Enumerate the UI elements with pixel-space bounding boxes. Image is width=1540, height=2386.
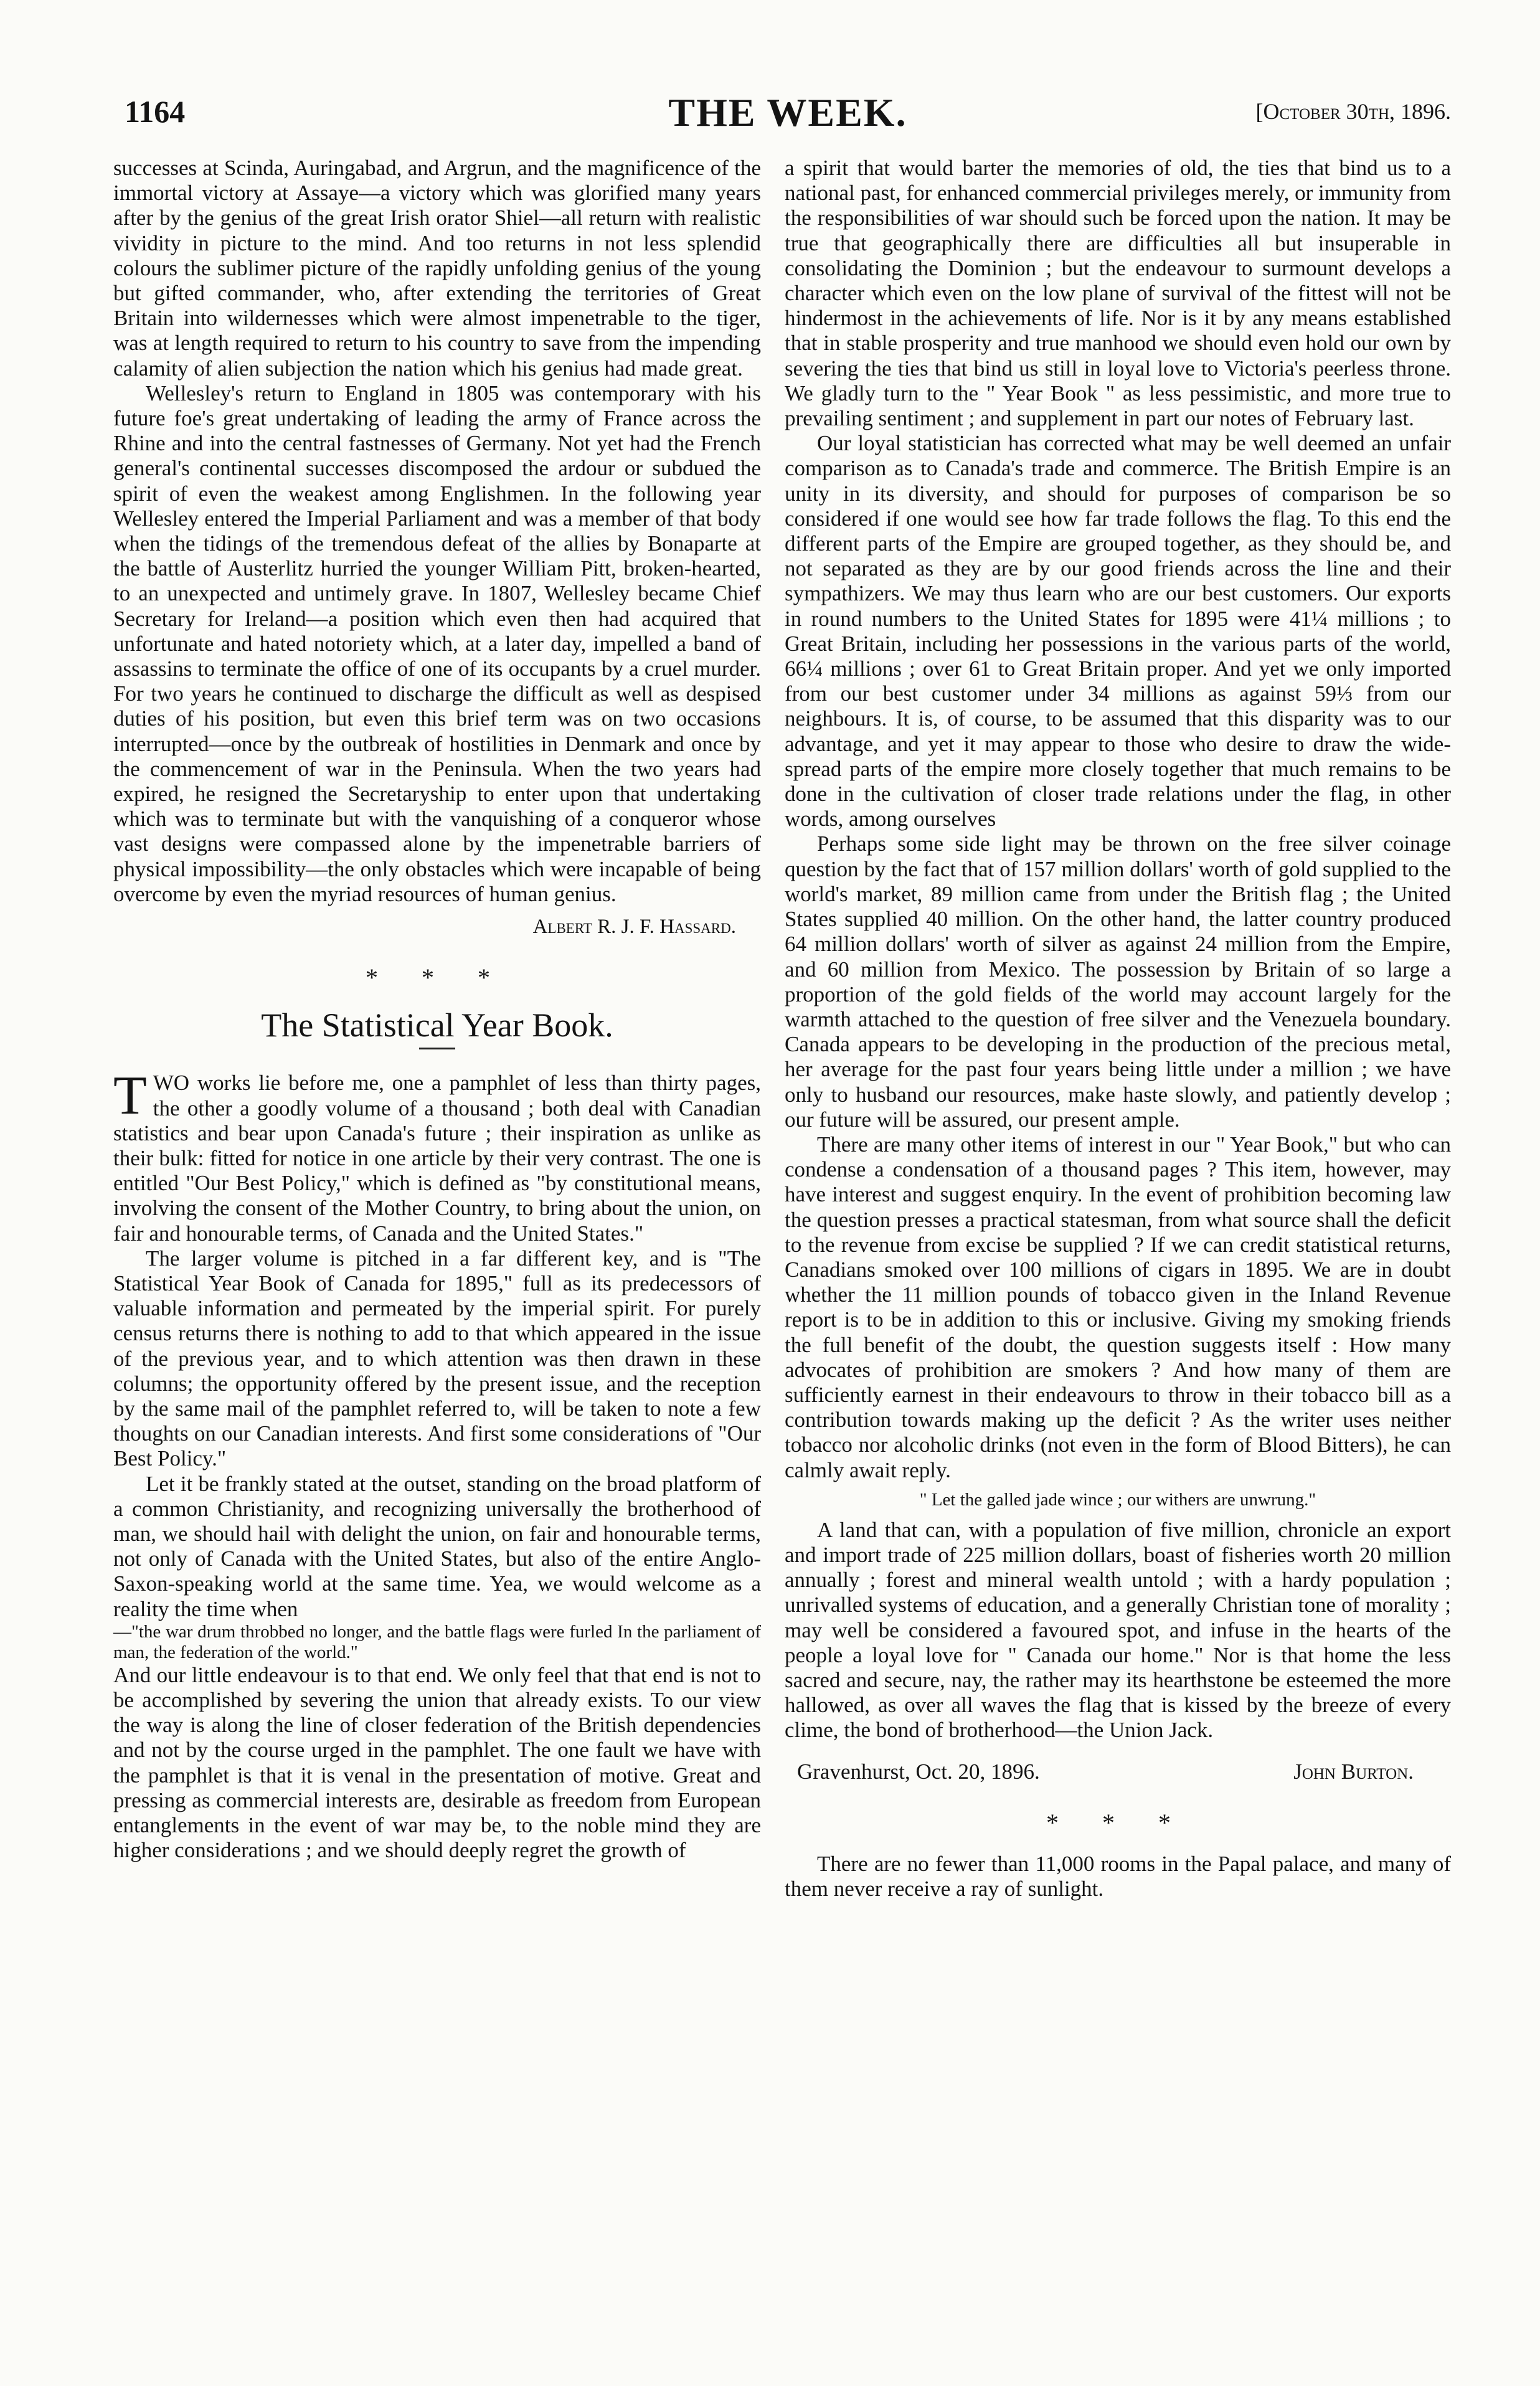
place-date: Gravenhurst, Oct. 20, 1896.	[797, 1759, 1040, 1784]
paragraph: The larger volume is pitched in a far different key, and is "The Statistical Year Book of Canada for 1895," full as its predecessors of valuable information and permeated by the imperial spirit. For purely census returns there is nothing to add to that which appeared in the issue of the previous year, and to which attention was then drawn in these columns; the opportunity offered by the present issue, and the reception by the same mail of the pamphlet referred to, will be taken to note a few thoughts on our Canadian interests. And first some considerations of "Our Best Policy."	[113, 1246, 761, 1471]
issue-date: [October 30th, 1896.	[1255, 99, 1451, 124]
paragraph: A land that can, with a population of five million, chronicle an export and import trade of 225 million dollars, boast of fisheries worth 20 million annually ; forest and mineral wealth untold ; with a hardy population ; unrivalled systems of education, and a generally Christian tone of morality ; may well be considered a favoured spot, and infuse in the hearts of the people a loyal love for " Canada our home." Nor is that home the less sacred and secure, nay, the rather may its hearthstone be esteemed the more hallowed, as over all waves the flag that is kissed by the breeze of every clime, the bond of brotherhood—the Union Jack.	[785, 1517, 1451, 1743]
paragraph: There are no fewer than 11,000 rooms in the Papal palace, and many of them never receive a ray of sunlight.	[785, 1851, 1451, 1901]
title-rule	[419, 1048, 455, 1049]
author-signature: Albert R. J. F. Hassard.	[532, 916, 736, 939]
page-number: 1164	[125, 94, 186, 129]
left-column	[113, 156, 761, 1863]
paragraph: successes at Scinda, Auringabad, and Argrun, and the magnificence of the immortal victory at Assaye—a victory which was glorified many years after by the genius of the great Irish orator Shiel—all return with realistic vividity in picture to the mind. And too returns in not less splendid colours the sublimer picture of the rapidly unfolding genius of the young but gifted commander, who, after extending the territories of Great Britain into wildernesses which were almost impenetrable to the tiger, was at length required to return to his country to save from the impending calamity of alien subjection the nation which his genius had made great.	[113, 156, 761, 381]
dateline	[797, 1759, 1414, 1784]
paragraph	[113, 1066, 761, 1246]
article-title: The Statistical Year Book.	[261, 1006, 613, 1044]
paragraph: a spirit that would barter the memories of old, the ties that bind us to a national past, for enhanced commercial privileges merely, or immunity from the responsibilities of war should such be forced upon the nation. It may be true that geographically there are difficulties all but insuperable in consolidating the Dominion ; but the endeavour to surmount develops a character which even on the low plane of survival of the fittest will not be hindermost in the achievements of life. Nor is it by any means established that in stable prosperity and true manhood we should even hold our own by severing the ties that bind us still in loyal love to Victoria's peerless throne. We gladly turn to the " Year Book " as less pessimistic, and more true to prevailing sentiment ; and supplement in part our notes of February last.	[785, 156, 1451, 431]
masthead-title: THE WEEK.	[668, 90, 907, 135]
page-header	[125, 90, 1451, 143]
right-column	[785, 156, 1451, 1901]
block-quote: —"the war drum throbbed no longer, and the battle flags were furled In the parliament of man, the federation of the world."	[113, 1621, 761, 1662]
paragraph: Perhaps some side light may be thrown on the free silver coinage question by the fact that of 157 million dollars' worth of gold supplied to the world's market, 89 million came from under the British flag ; the United States supplied 40 million. On the other hand, the latter country produced 64 million dollars' worth of silver as against 24 million from the Empire, and 60 million from Mexico. The possession by Britain of so large a proportion of the gold fields of the world may account largely for the warmth attached to the question of free silver and the Venezuela boundary. Canada appears to be developing in the production of the precious metal, her average for the past four years being little under a million ; we have only to husband our resources, make haste slowly, and patiently develop ; our future will be assured, our present ample.	[785, 831, 1451, 1132]
author-signature: John Burton.	[1293, 1759, 1414, 1784]
paragraph: Wellesley's return to England in 1805 was contemporary with his future foe's great undertaking of leading the army of France across the Rhine and into the central fastnesses of Germany. Not yet had the French general's continental successes discomposed the ardour or subdued the spirit of even the weakest among Englishmen. In the following year Wellesley entered the Imperial Parliament and was a member of that body when the tidings of the tremendous defeat of the allies by Bonaparte at the battle of Austerlitz hurried the younger William Pitt, broken-hearted, to an unexpected and untimely grave. In 1807, Wellesley became Chief Secretary for Ireland—a position which even then had acquired that unfortunate and hated notoriety which, at a later day, impelled a band of assassins to terminate the office of one of its occupants by a cruel murder. For two years he continued to discharge the difficult as well as despised duties of his position, but even this brief term was on two occasions interrupted—once by the outbreak of hostilities in Denmark and once by the commencement of war in the Peninsula. When the two years had expired, he resigned the Secretaryship to enter upon that undertaking which was to terminate but with the vanquishing of a conqueror whose vast designs were compassed alone by the impenetrable barriers of physical impossibility—the only obstacles which were incapable of being overcome by even the myriad resources of human genius.	[113, 381, 761, 906]
paragraph: Our loyal statistician has corrected what may be well deemed an unfair comparison as to Canada's trade and commerce. The British Empire is an unity in its diversity, and should for purposes of comparison be so considered if one would see how far trade follows the flag. To this end the different parts of the Empire are grouped together, as they should be, and not separated as they are by our good friends across the line and their sympathizers. We may thus learn who are our best customers. Our exports in round numbers to the United States for 1895 were 41¼ millions ; to Great Britain, including her possessions in the various parts of the world, 66¼ millions ; over 61 to Great Britain proper. And yet we only imported from our best customer under 34 millions as against 59⅓ from our neighbours. It is, of course, to be assumed that this disparity was to our advantage, and yet it may appear to those who desire to draw the wide-spread parts of the empire more closely together that much remains to be done in the cultivation of closer trade relations under the flag, in other words, among ourselves	[785, 431, 1451, 831]
drop-cap: T	[113, 1066, 147, 1127]
block-quote: " Let the galled jade wince ; our withers are unwrung."	[919, 1489, 1316, 1510]
section-separator: * * *	[366, 963, 509, 992]
section-separator: * * *	[1046, 1808, 1189, 1837]
paragraph: Let it be frankly stated at the outset, standing on the broad platform of a common Christianity, and recognizing universally the brotherhood of man, we should hail with delight the union, on fair and honourable terms, not only of Canada with the United States, but also of the entire Anglo-Saxon-speaking world at the same time. Yea, we would welcome as a reality the time when	[113, 1471, 761, 1621]
paragraph-text: WO works lie before me, one a pamphlet of less than thirty pages, the other a goodly volume of a thousand ; both deal with Canadian statistics and bear upon Canada's future ; their inspiration as unlike as their bulk: fitted for notice in one article by their very contrast. The one is entitled "Our Best Policy," which is defined as "by constitutional means, involving the consent of the Mother Country, to bring about the union, on fair and honourable terms, of Canada and the United States."	[113, 1071, 761, 1246]
paragraph: And our little endeavour is to that end. We only feel that that end is not to be accomplished by severing the union that already exists. To our view the way is along the line of closer federation of the British dependencies and not by the course urged in the pamphlet. The one fault we have with the pamphlet is that it is venal in the presentation of motive. Great and pressing as commercial interests are, desirable as freedom from European entanglements in the event of war may be, to the noble mind they are higher considerations ; and we should deeply regret the growth of	[113, 1662, 761, 1863]
paragraph: There are many other items of interest in our " Year Book," but who can condense a condensation of a thousand pages ? This item, however, may have interest and suggest enquiry. In the event of prohibition becoming law the question presses a practical statesman, from what source shall the deficit to the revenue from excise be supplied ? If we can credit statistical returns, Canadians smoked over 100 millions of cigars in 1895. We are in doubt whether the 11 million pounds of tobacco given in the Inland Revenue report is to be in addition to this or inclusive. Giving my smoking friends the full benefit of the doubt, the question suggests itself : How many advocates of prohibition are smokers ? And how many of them are sufficiently earnest in their endeavours to throw in their tobacco bill as a contribution towards making up the deficit ? As the writer uses neither tobacco nor alcoholic drinks (not even in the form of Blood Bitters), he can calmly await reply.	[785, 1132, 1451, 1482]
